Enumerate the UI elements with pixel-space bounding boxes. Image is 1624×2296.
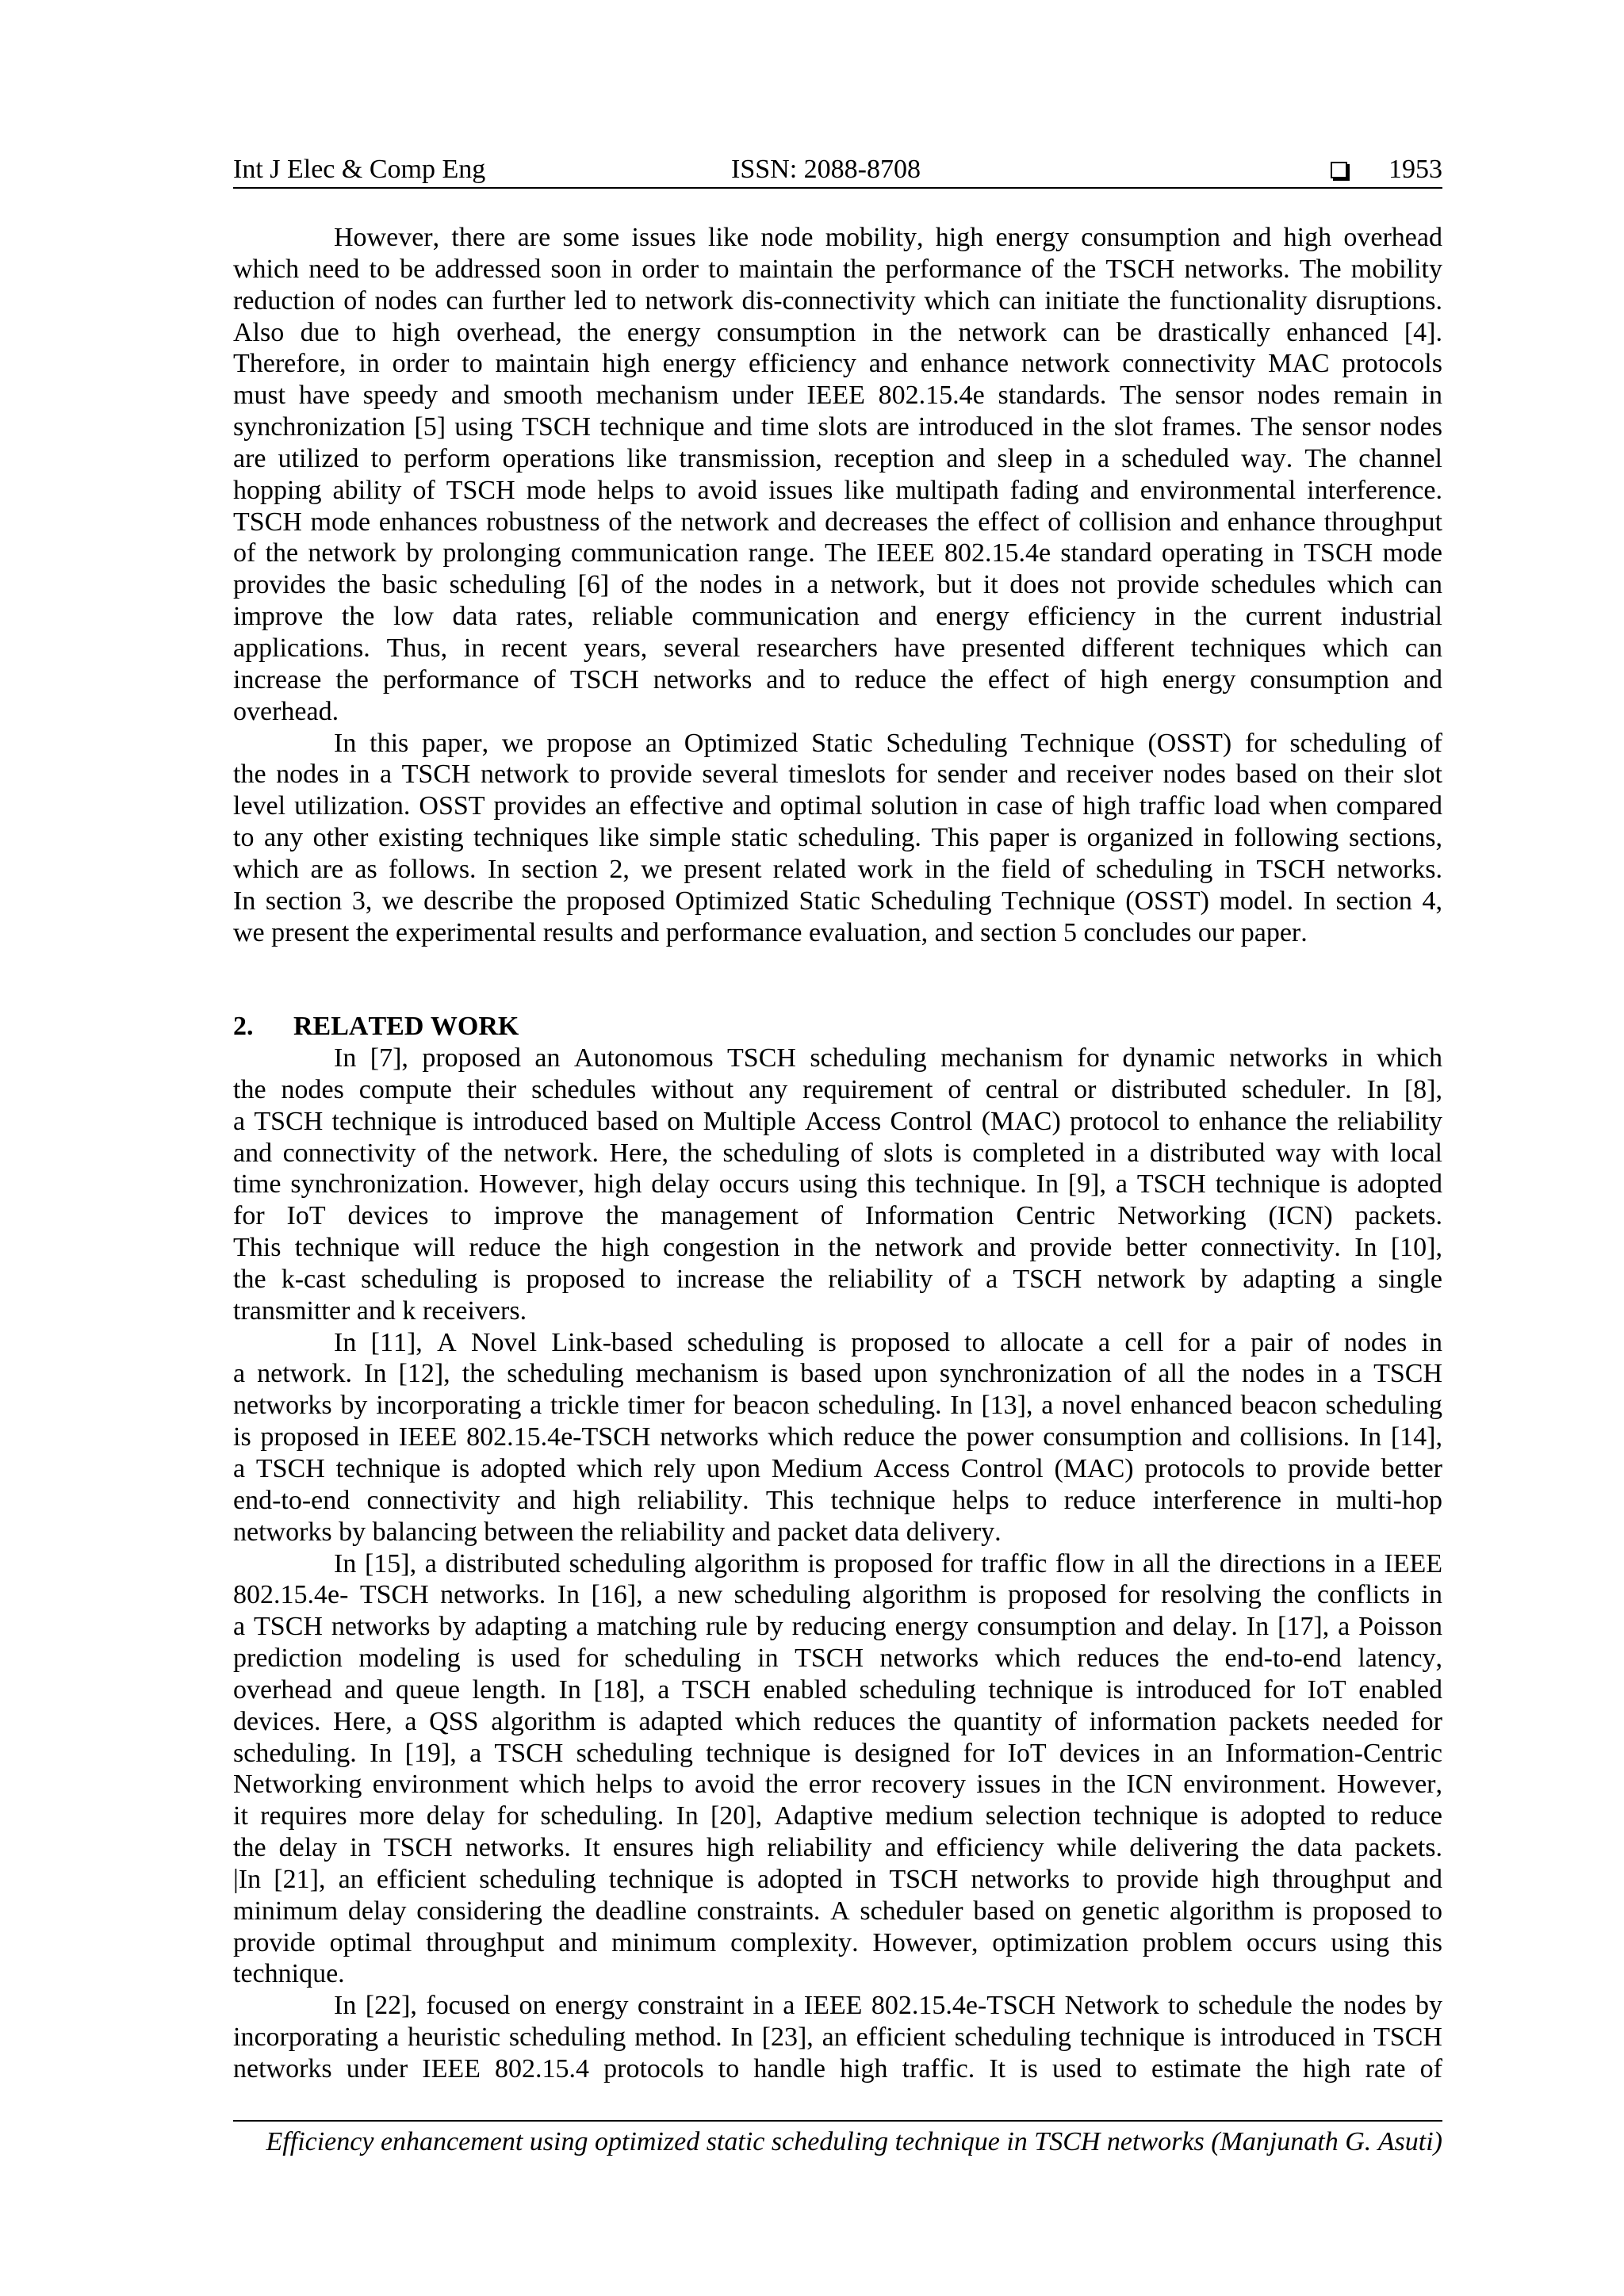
- section-number: 2.: [233, 1012, 254, 1041]
- text-line: scheduling. In [19], a TSCH scheduling technique is designed for IoT devices in an Information-Centric: [233, 1738, 1442, 1768]
- text-line: a TSCH technique is adopted which rely upon Medium Access Control (MAC) protocols to provide better: [233, 1453, 1442, 1483]
- running-footer-title: Efficiency enhancement using optimized static scheduling technique in TSCH networks (Manjunath G. Asuti): [266, 2127, 1442, 2156]
- text-line: increase the performance of TSCH networks and to reduce the effect of high energy consumption and: [233, 664, 1442, 695]
- text-line: Therefore, in order to maintain high energy efficiency and enhance network connectivity MAC protocols: [233, 349, 1442, 379]
- running-header: [233, 154, 1442, 189]
- text-line: a TSCH networks by adapting a matching rule by reducing energy consumption and delay. In [17], a Poisson: [233, 1612, 1442, 1642]
- text-line: However, there are some issues like node mobility, high energy consumption and high overhead: [334, 223, 1442, 252]
- text-line: networks under IEEE 802.15.4 protocols to handle high traffic. It is used to estimate the high rate of: [233, 2054, 1442, 2084]
- text-line: which need to be addressed soon in order to maintain the performance of the TSCH networks. The mobility: [233, 254, 1442, 284]
- running-footer: [233, 2120, 1442, 2158]
- text-line: provides the basic scheduling [6] of the nodes in a network, but it does not provide schedules which can: [233, 570, 1442, 600]
- text-line: Networking environment which helps to avoid the error recovery issues in the ICN environment. However,: [233, 1770, 1442, 1800]
- text-line: minimum delay considering the deadline constraints. A scheduler based on genetic algorithm is proposed to: [233, 1896, 1442, 1926]
- text-line: are utilized to perform operations like transmission, reception and sleep in a scheduled way. The channel: [233, 443, 1442, 473]
- journal-name: Int J Elec & Comp Eng: [233, 155, 486, 184]
- page-number: 1953: [1388, 155, 1442, 184]
- text-line: incorporating a heuristic scheduling method. In [23], an efficient scheduling technique is introduced in TSCH: [233, 2022, 1442, 2053]
- paragraph: [233, 728, 1442, 949]
- text-line: In [11], A Novel Link-based scheduling is proposed to allocate a cell for a pair of nodes in: [334, 1327, 1442, 1357]
- text-line: technique.: [233, 1959, 345, 1989]
- paragraph: [233, 222, 1442, 728]
- intro-text: [233, 222, 1442, 948]
- text-line: TSCH mode enhances robustness of the network and decreases the effect of collision and enhance throughput: [233, 507, 1442, 537]
- text-line: 802.15.4e- TSCH networks. In [16], a new scheduling algorithm is proposed for resolving the conflicts in: [233, 1580, 1442, 1610]
- square-shadow-icon: [1331, 162, 1347, 178]
- text-line: a network. In [12], the scheduling mechanism is based upon synchronization of all the nodes in a TSCH: [233, 1359, 1442, 1389]
- text-line: reduction of nodes can further led to network dis-connectivity which can initiate the functionality disruptions.: [233, 285, 1442, 316]
- text-line: In this paper, we propose an Optimized Static Scheduling Technique (OSST) for scheduling of: [334, 728, 1442, 758]
- section-heading: [233, 1011, 1442, 1043]
- related-work-text: [233, 1043, 1442, 2085]
- text-line: the delay in TSCH networks. It ensures high reliability and efficiency while delivering the data packets.: [233, 1833, 1442, 1863]
- text-line: must have speedy and smooth mechanism under IEEE 802.15.4e standards. The sensor nodes remain in: [233, 381, 1442, 411]
- text-line: devices. Here, a QSS algorithm is adapted which reduces the quantity of information packets needed for: [233, 1706, 1442, 1736]
- text-line: overhead.: [233, 696, 339, 726]
- text-line: networks by balancing between the reliability and packet data delivery.: [233, 1517, 1002, 1547]
- paragraph: [233, 1990, 1442, 2085]
- section-title: RELATED WORK: [293, 1012, 519, 1041]
- paragraph: [233, 1327, 1442, 1548]
- text-line: applications. Thus, in recent years, several researchers have presented different techniques which can: [233, 633, 1442, 663]
- text-line: which are as follows. In section 2, we present related work in the field of scheduling in TSCH networks.: [233, 854, 1442, 884]
- text-line: is proposed in IEEE 802.15.4e-TSCH networks which reduce the power consumption and collisions. In [14],: [233, 1422, 1442, 1452]
- paragraph: [233, 1548, 1442, 1991]
- text-line: for IoT devices to improve the management of Information Centric Networking (ICN) packets.: [233, 1201, 1442, 1231]
- text-line: time synchronization. However, high delay occurs using this technique. In [9], a TSCH technique is adopted: [233, 1169, 1442, 1200]
- text-line: overhead and queue length. In [18], a TSCH enabled scheduling technique is introduced for IoT enabled: [233, 1674, 1442, 1705]
- paragraph: [233, 1043, 1442, 1327]
- text-line: level utilization. OSST provides an effective and optimal solution in case of high traffic load when compared: [233, 791, 1442, 821]
- text-line: In [15], a distributed scheduling algorithm is proposed for traffic flow in all the directions in a IEEE: [334, 1548, 1442, 1578]
- text-line: transmitter and k receivers.: [233, 1295, 527, 1326]
- text-line: hopping ability of TSCH mode helps to avoid issues like multipath fading and environmental interference.: [233, 475, 1442, 505]
- text-line: improve the low data rates, reliable communication and energy efficiency in the current industrial: [233, 602, 1442, 632]
- text-line: end-to-end connectivity and high reliability. This technique helps to reduce interference in multi-hop: [233, 1485, 1442, 1515]
- text-line: networks by incorporating a trickle timer for beacon scheduling. In [13], a novel enhanced beacon scheduling: [233, 1391, 1442, 1421]
- text-line: and connectivity of the network. Here, the scheduling of slots is completed in a distributed way with local: [233, 1138, 1442, 1168]
- text-line: we present the experimental results and performance evaluation, and section 5 concludes our paper.: [233, 917, 1308, 947]
- text-line: of the network by prolonging communication range. The IEEE 802.15.4e standard operating in TSCH mode: [233, 538, 1442, 568]
- text-line: to any other existing techniques like simple static scheduling. This paper is organized in following sections,: [233, 823, 1442, 853]
- text-line: Also due to high overhead, the energy consumption in the network can be drastically enhanced [4].: [233, 317, 1442, 347]
- text-line: the nodes in a TSCH network to provide several timeslots for sender and receiver nodes based on their slot: [233, 760, 1442, 790]
- text-line: In [7], proposed an Autonomous TSCH scheduling mechanism for dynamic networks in which: [334, 1043, 1442, 1073]
- text-line: provide optimal throughput and minimum complexity. However, optimization problem occurs using this: [233, 1927, 1442, 1957]
- text-line: |In [21], an efficient scheduling technique is adopted in TSCH networks to provide high throughput and: [233, 1864, 1442, 1894]
- text-line: In section 3, we describe the proposed Optimized Static Scheduling Technique (OSST) model. In section 4,: [233, 886, 1442, 916]
- text-line: the nodes compute their schedules without any requirement of central or distributed scheduler. In [8],: [233, 1074, 1442, 1104]
- text-line: it requires more delay for scheduling. In [20], Adaptive medium selection technique is adopted to reduce: [233, 1801, 1442, 1831]
- text-line: synchronization [5] using TSCH technique and time slots are introduced in the slot frames. The sensor nodes: [233, 412, 1442, 442]
- issn: ISSN: 2088-8708: [731, 155, 921, 184]
- text-line: prediction modeling is used for scheduling in TSCH networks which reduces the end-to-end latency,: [233, 1644, 1442, 1674]
- text-line: In [22], focused on energy constraint in a IEEE 802.15.4e-TSCH Network to schedule the nodes by: [334, 1991, 1442, 2021]
- text-line: This technique will reduce the high congestion in the network and provide better connectivity. In [10],: [233, 1233, 1442, 1263]
- text-line: a TSCH technique is introduced based on Multiple Access Control (MAC) protocol to enhance the reliability: [233, 1106, 1442, 1136]
- text-line: the k-cast scheduling is proposed to increase the reliability of a TSCH network by adapting a single: [233, 1264, 1442, 1294]
